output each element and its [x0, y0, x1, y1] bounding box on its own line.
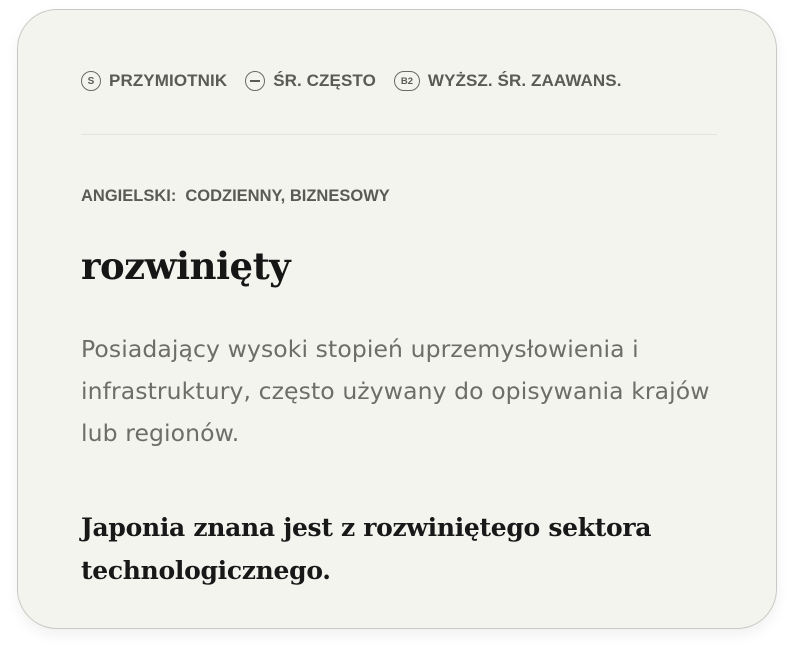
tag-row [81, 68, 640, 94]
tag-label: PRZYMIOTNIK [109, 71, 228, 90]
headword: rozwinięty [81, 244, 291, 288]
tag-label: ŚR. CZĘSTO [273, 71, 376, 90]
frequency-dash-icon [245, 71, 265, 91]
part-of-speech-icon: S [81, 71, 101, 91]
example-sentence: Japonia znana jest z rozwiniętego sektora technologicznego. [81, 513, 652, 585]
tag-part-of-speech [81, 71, 227, 91]
dictionary-card [17, 9, 777, 629]
tag-level [394, 71, 622, 91]
register-list: CODZIENNY, BIZNESOWY [185, 187, 390, 205]
divider [81, 134, 717, 135]
level-badge-icon: B2 [394, 71, 420, 91]
tag-label: WYŻSZ. ŚR. ZAAWANS. [427, 71, 622, 90]
tag-frequency [245, 71, 376, 91]
definition-text: Posiadający wysoki stopień uprzemysłowienia i infrastruktury, często używany do opisywania krajów lub regionów. [81, 335, 710, 447]
language-registers [81, 187, 390, 206]
language-label: ANGIELSKI: [81, 187, 177, 205]
